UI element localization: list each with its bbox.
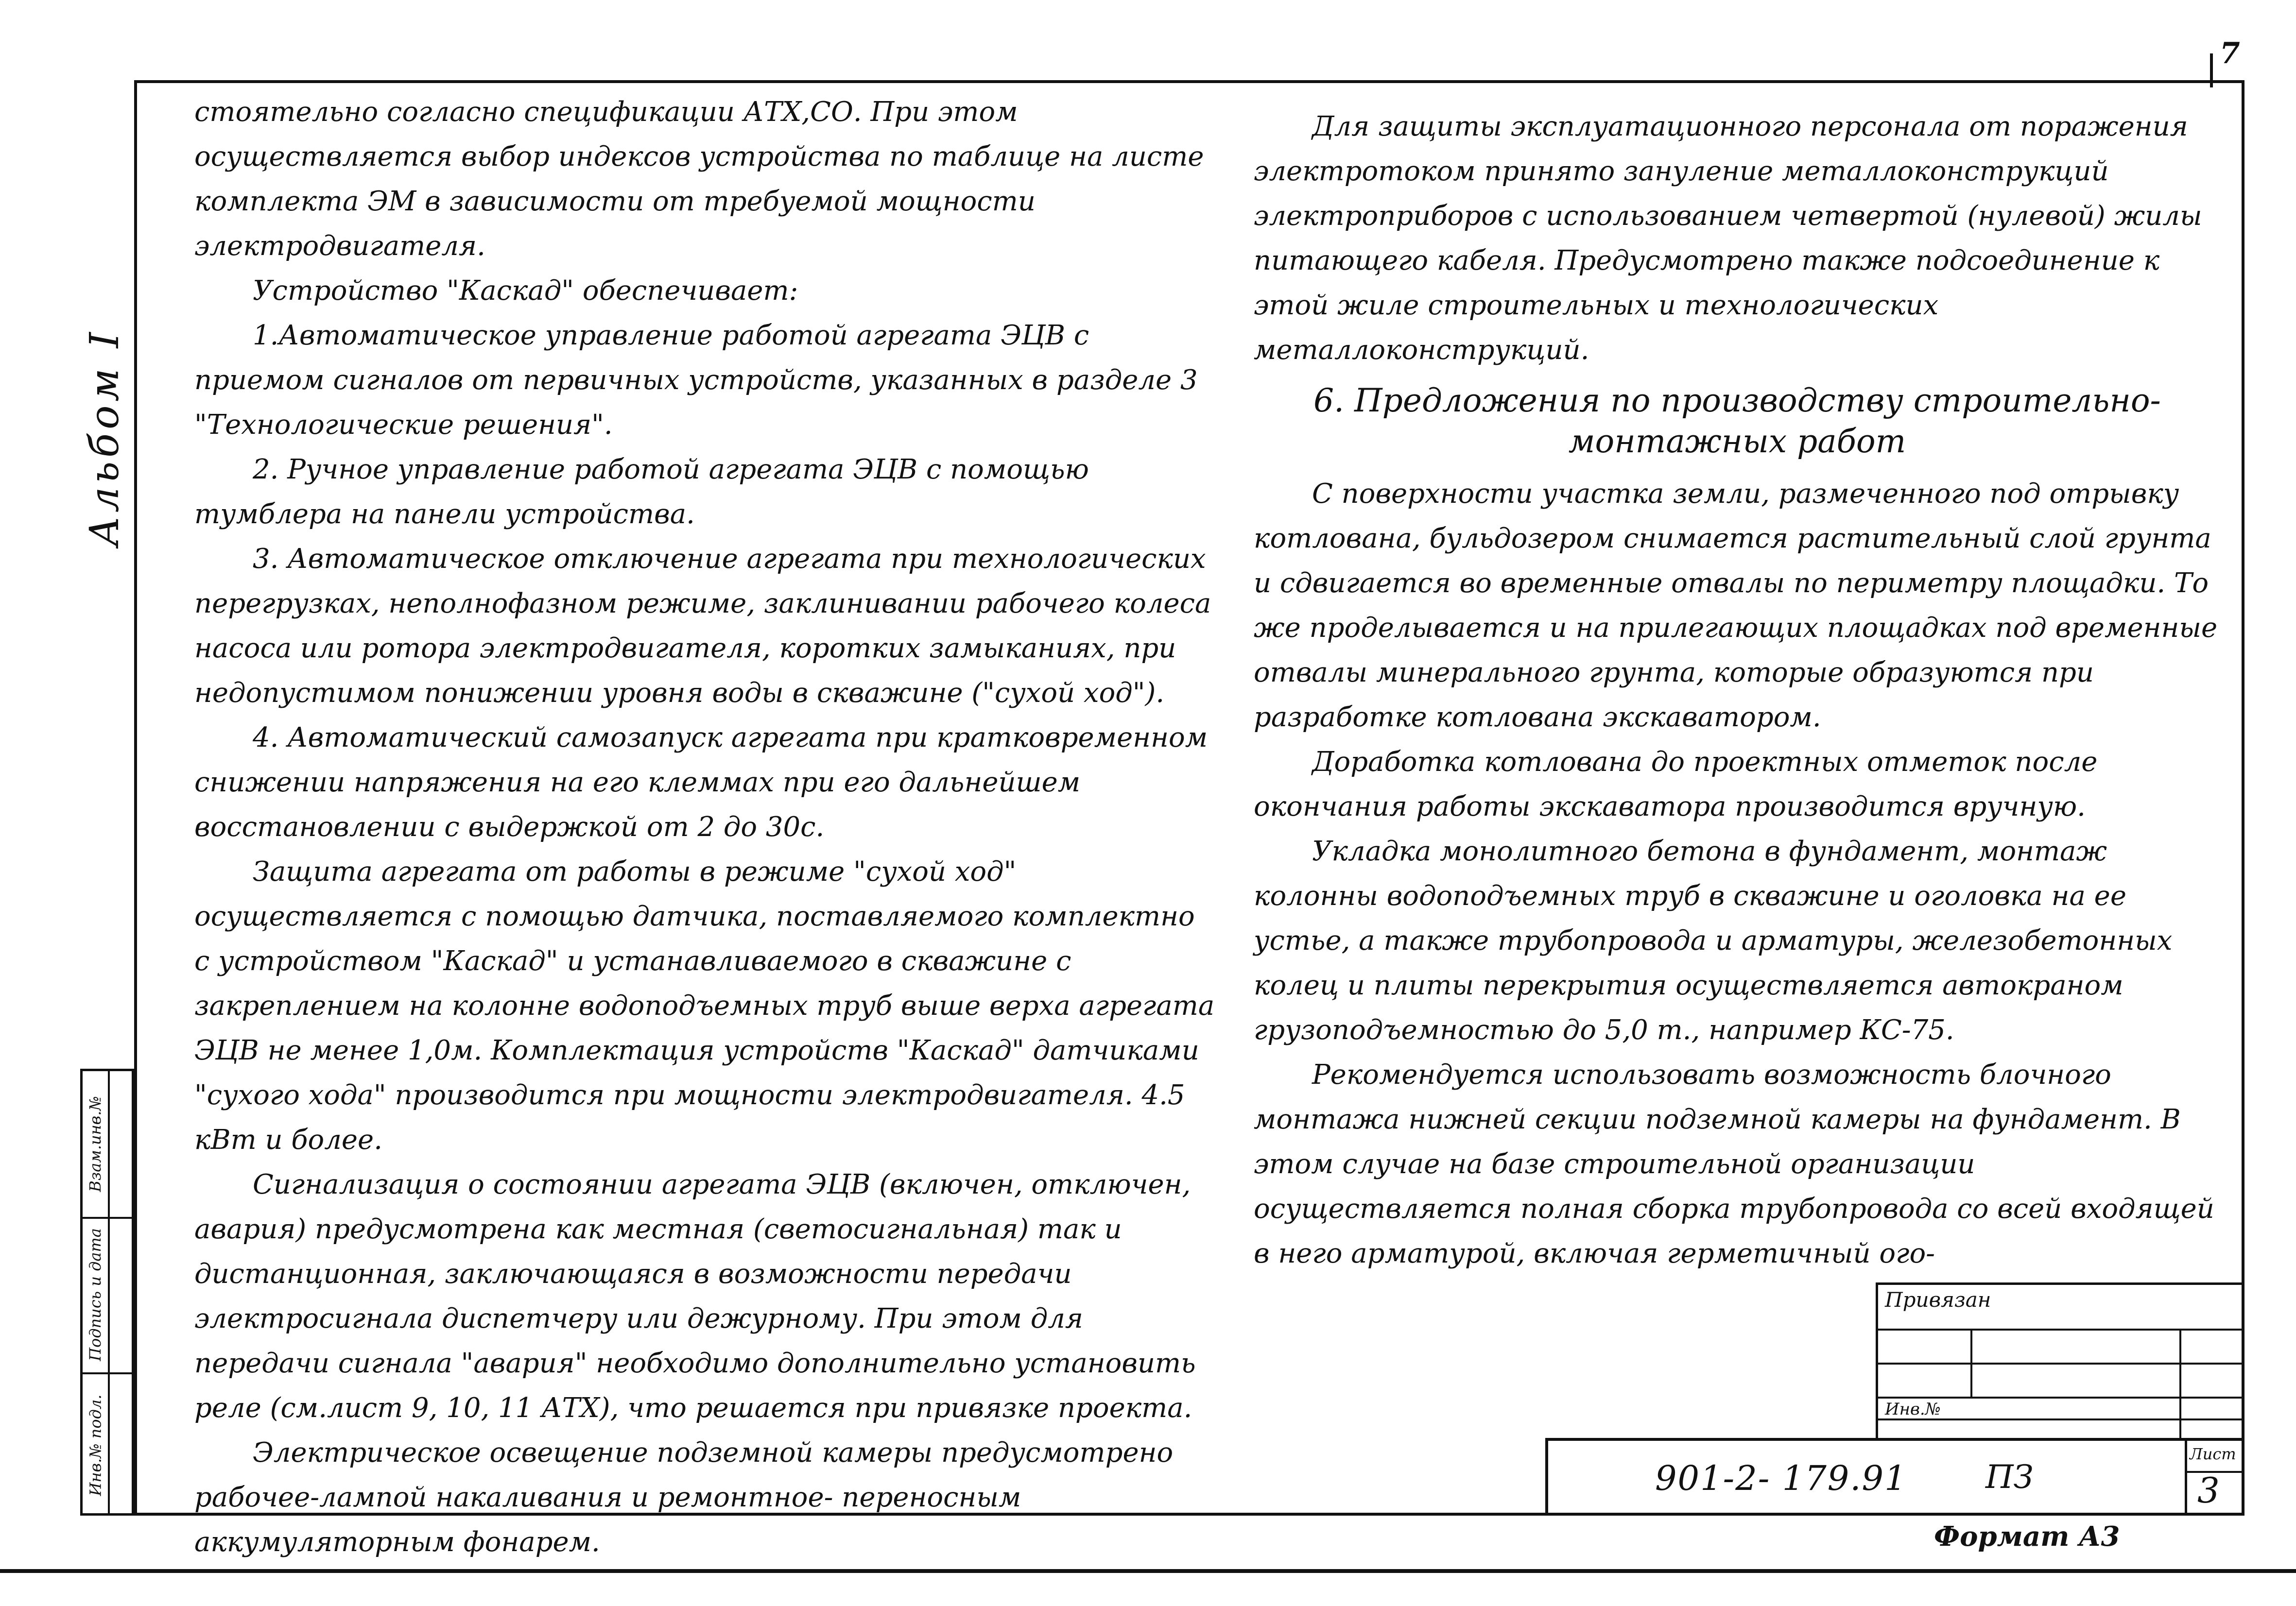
left-paragraph: Электрическое освещение подземной камеры предусмотрено рабочее-лампой накаливания и ремонтное- переносным аккумуляторным фонарем. bbox=[194, 1437, 1174, 1558]
left-text-column bbox=[194, 90, 1215, 1565]
title-block-line bbox=[2185, 1441, 2187, 1516]
inv-label: Инв.№ bbox=[1885, 1400, 1941, 1419]
sheet-number: 3 bbox=[2197, 1470, 2220, 1511]
left-paragraph: 2. Ручное управление работой агрегата ЭЦВ с помощью тумблера на панели устройства. bbox=[194, 454, 1089, 530]
document-section: ПЗ bbox=[1985, 1458, 2034, 1496]
document-code: 901-2- 179.91 bbox=[1655, 1458, 1907, 1498]
album-label-text: Альбом I bbox=[81, 328, 128, 547]
right-paragraph: Укладка монолитного бетона в фундамент, монтаж колонны водоподъемных труб в скважине и оголовка на ее устье, а также трубопровода и арматуры, железобетонных колец и плиты перекрытия осуществляется автокраном грузоподъемностью до 5,0 т., например КС-75. bbox=[1254, 836, 2173, 1046]
stamp-label-signature: Подпись и дата bbox=[86, 1228, 104, 1361]
stamp-cell bbox=[83, 1071, 108, 1217]
left-paragraph: Защита агрегата от работы в режиме "сухой ход" осуществляется с помощью датчика, поставляемого комплектно с устройством "Каскад" и устанавливаемого в скважине с закреплением на колонне водоподъемных труб выше верха агрегата ЭЦВ не менее 1,0м. Комплектация устройств "Каскад" датчиками "сухого хода" производится при мощности электродвигателя. 4.5 кВт и более. bbox=[194, 856, 1215, 1156]
stamp-label-original: Инв.№ подл. bbox=[86, 1394, 104, 1496]
album-label bbox=[83, 325, 126, 549]
right-intro-paragraph: Для защиты эксплуатационного персонала от поражения электротоком принято зануление металлоконструкций электроприборов с использованием четвертой (нулевой) жилы питающего кабеля. Предусмотрено также подсоединение к этой жиле строительных и технологических металлоконструкций. bbox=[1254, 111, 2202, 366]
bound-label: Привязан bbox=[1885, 1288, 1991, 1312]
title-block-line bbox=[1878, 1397, 2244, 1399]
stamp-label-replacement: Взам.инв.№ bbox=[86, 1096, 105, 1192]
left-paragraph: 4. Автоматический самозапуск агрегата при кратковременном снижении напряжения на его клеммах при его дальнейшем восстановлении с выдержкой от 2 до 30с. bbox=[194, 722, 1208, 843]
left-paragraph: 1.Автоматическое управление работой агрегата ЭЦВ с приемом сигналов от первичных устройств, указанных в разделе 3 "Технологические решения". bbox=[194, 320, 1198, 441]
approval-stamp-column bbox=[80, 1069, 134, 1516]
page-number: 7 bbox=[2220, 36, 2240, 70]
title-block-line bbox=[1970, 1329, 1972, 1397]
page-number-mark bbox=[2210, 53, 2213, 87]
left-paragraph: стоятельно согласно спецификации АТХ,СО. При этом осуществляется выбор индексов устройства по таблице на листе комплекта ЭМ в зависимости от требуемой мощности электродвигателя. bbox=[194, 96, 1204, 262]
left-paragraph: Сигнализация о состоянии агрегата ЭЦВ (включен, отключен, авария) предусмотрена как местная (светосигнальная) так и дистанционная, заключающаяся в возможности передачи электросигнала диспетчеру или дежурному. При этом для передачи сигнала "авария" необходимо дополнительно установить реле (см.лист 9, 10, 11 АТХ), что решается при привязке проекта. bbox=[194, 1169, 1196, 1424]
left-paragraph: Устройство "Каскад" обеспечивает: bbox=[253, 275, 798, 307]
stamp-divider bbox=[108, 1071, 110, 1513]
title-block-binding bbox=[1876, 1282, 2244, 1438]
sheet-label: Лист bbox=[2190, 1445, 2236, 1463]
format-label: Формат А3 bbox=[1934, 1521, 2120, 1553]
title-block-line bbox=[2179, 1329, 2181, 1440]
right-paragraph: Доработка котлована до проектных отметок после окончания работы экскаватора производится вручную. bbox=[1254, 746, 2098, 822]
stamp-cell bbox=[83, 1372, 108, 1518]
page-bottom-rule bbox=[0, 1569, 2296, 1573]
right-text-column bbox=[1254, 104, 2221, 1276]
title-block-main bbox=[1545, 1438, 2244, 1516]
right-paragraph: С поверхности участка земли, размеченного под отрывку котлована, бульдозером снимается растительный слой грунта и сдвигается во временные отвалы по периметру площадки. То же проделывается и на прилегающих площадках под временные отвалы минерального грунта, которые образуются при разработке котлована экскаватором. bbox=[1254, 478, 2218, 733]
stamp-cell bbox=[83, 1217, 108, 1372]
left-paragraph: 3. Автоматическое отключение агрегата при технологических перегрузках, неполнофазном режиме, заклинивании рабочего колеса насоса или ротора электродвигателя, коротких замыканиях, при недопустимом понижении уровня воды в скважине ("сухой ход"). bbox=[194, 543, 1211, 709]
title-block-line bbox=[1878, 1363, 2244, 1365]
section-heading: 6. Предложения по производству строительно-монтажных работ bbox=[1313, 382, 2161, 460]
title-block-line bbox=[1878, 1329, 2244, 1331]
right-paragraph: Рекомендуется использовать возможность блочного монтажа нижней секции подземной камеры на фундамент. В этом случае на базе строительной организации осуществляется полная сборка трубопровода со всей входящей в него арматурой, включая герметичный ого- bbox=[1254, 1059, 2214, 1269]
